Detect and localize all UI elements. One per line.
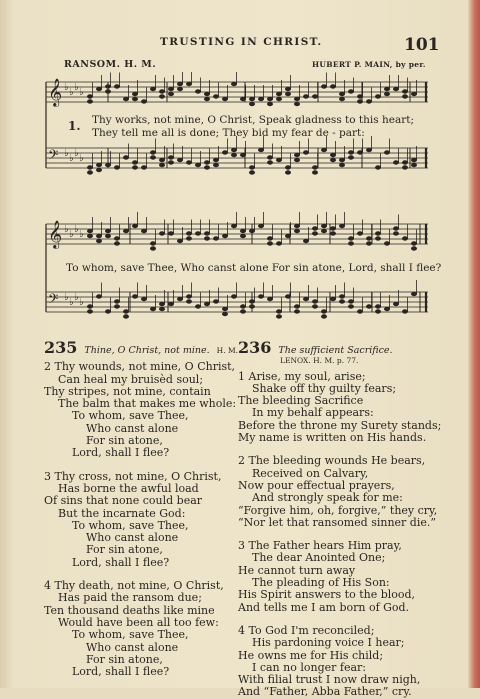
stanza-line: Has borne the awful load bbox=[58, 481, 199, 495]
stanza-line: To whom, save Thee, bbox=[72, 518, 189, 532]
stanza-line: To whom, save Thee, bbox=[72, 409, 189, 423]
stanza-line: 1 Arise, my soul, arise; bbox=[238, 369, 366, 383]
svg-text:♭: ♭ bbox=[64, 82, 69, 93]
svg-text:♭: ♭ bbox=[79, 229, 84, 240]
stanza-line: Would have been all too few: bbox=[58, 615, 219, 629]
svg-text:♭: ♭ bbox=[74, 224, 79, 235]
svg-text:♭: ♭ bbox=[79, 153, 84, 164]
stanza-line: Shake off thy guilty fears; bbox=[252, 381, 397, 395]
stanza-line: The balm that makes me whole: bbox=[58, 397, 237, 411]
svg-text:♭: ♭ bbox=[69, 87, 74, 98]
stanza-line: 2 The bleeding wounds He bears, bbox=[238, 454, 426, 468]
lyric-line-1: Thy works, not mine, O Christ, Speak gladness to this heart; bbox=[92, 114, 414, 126]
stanza-line: The bleeding Sacrifice bbox=[238, 394, 364, 408]
stanza-line: Can heal my bruisèd soul; bbox=[58, 372, 204, 386]
hymn-number: 236 bbox=[238, 338, 272, 357]
stanza-line: Who canst alone bbox=[86, 531, 179, 545]
svg-text:𝄢: 𝄢 bbox=[48, 147, 59, 166]
stanza-line: 3 Thy cross, not mine, O Christ, bbox=[44, 469, 222, 483]
hymn-title: The sufficient Sacrifice. bbox=[278, 345, 393, 356]
stanza-line: In my behalf appears: bbox=[252, 406, 374, 420]
stanza-line: But the incarnate God: bbox=[58, 506, 186, 520]
stanza-line: Before the throne my Surety stands; bbox=[238, 418, 442, 432]
svg-text:𝄞: 𝄞 bbox=[48, 78, 63, 106]
stanza-line: He owns me for His child; bbox=[238, 648, 384, 662]
svg-text:♭: ♭ bbox=[74, 82, 79, 93]
stanza-line: Lord, shall I flee? bbox=[72, 446, 170, 460]
running-title: TRUSTING IN CHRIST. bbox=[160, 36, 323, 48]
stanza-line: For sin atone, bbox=[86, 543, 163, 557]
hymn-235 bbox=[44, 338, 239, 679]
stanza-line: To whom, save Thee, bbox=[72, 628, 189, 642]
hymn-235-header bbox=[44, 338, 239, 357]
stanza-line: The dear Anointed One; bbox=[252, 551, 386, 565]
hymn-number: 235 bbox=[44, 338, 78, 357]
tune-reference: LENOX. H. M. p. 77. bbox=[280, 356, 359, 366]
lyric-line-2: They tell me all is done; They bid my fear de - part: bbox=[92, 127, 365, 139]
svg-text:♭: ♭ bbox=[74, 148, 79, 159]
stanza-line: “Nor let that ransomed sinner die.” bbox=[238, 515, 436, 529]
stanza-line: For sin atone, bbox=[86, 434, 163, 448]
stanza-line: He cannot turn away bbox=[238, 563, 356, 577]
page-number: 101 bbox=[404, 35, 440, 55]
svg-text:♭: ♭ bbox=[79, 297, 84, 308]
tune-name: RANSOM. H. M. bbox=[64, 59, 157, 70]
svg-text:♭: ♭ bbox=[69, 153, 74, 164]
svg-text:♭: ♭ bbox=[74, 292, 79, 303]
stanza-line: Lord, shall I flee? bbox=[72, 665, 170, 679]
stanza-line: And tells me I am born of God. bbox=[238, 600, 410, 614]
stanza-line: 4 Thy death, not mine, O Christ, bbox=[44, 579, 224, 593]
stanza-line: Received on Calvary, bbox=[252, 466, 369, 480]
stanza-line: His Spirit answers to the blood, bbox=[238, 588, 416, 602]
svg-text:♭: ♭ bbox=[64, 224, 69, 235]
stanza-line: 4 To God I'm reconciled; bbox=[238, 623, 375, 637]
svg-text:𝄞: 𝄞 bbox=[48, 220, 63, 248]
stanza-line: Of sins that none could bear bbox=[44, 494, 203, 508]
stanza-line: And strongly speak for me: bbox=[252, 491, 403, 505]
hymn-236 bbox=[238, 338, 442, 699]
stanza-line: His pardoning voice I hear; bbox=[252, 636, 405, 650]
lyric-line-3: To whom, save Thee, Who canst alone For sin atone, Lord, shall I flee? bbox=[66, 262, 442, 274]
stanza-line: And “Father, Abba Father,” cry. bbox=[238, 685, 412, 699]
svg-text:𝄢: 𝄢 bbox=[48, 291, 59, 310]
stanza-line: Who canst alone bbox=[86, 640, 179, 654]
stanza-line: Now pour effectual prayers, bbox=[238, 478, 395, 492]
svg-text:♭: ♭ bbox=[69, 297, 74, 308]
hymn-title: Thine, O Christ, not mine. bbox=[84, 345, 210, 356]
stanza-line: “Forgive him, oh, forgive,” they cry, bbox=[238, 503, 438, 517]
stanza-line: Lord, shall I flee? bbox=[72, 555, 170, 569]
hymn-meter: H. M. bbox=[216, 346, 239, 355]
svg-text:♭: ♭ bbox=[69, 229, 74, 240]
stanza-line: Who canst alone bbox=[86, 421, 179, 435]
stanza-line: Has paid the ransom due; bbox=[58, 591, 202, 605]
stanza-line: The pleading of His Son: bbox=[252, 576, 390, 590]
stanza-line: With filial trust I now draw nigh, bbox=[238, 673, 421, 687]
stanza-line: Thy stripes, not mine, contain bbox=[44, 384, 211, 398]
svg-text:♭: ♭ bbox=[79, 87, 84, 98]
svg-text:♭: ♭ bbox=[64, 292, 69, 303]
music-system-2 bbox=[0, 212, 480, 342]
svg-text:♭: ♭ bbox=[64, 148, 69, 159]
stanza-line: Ten thousand deaths like mine bbox=[44, 603, 215, 617]
stanza-line: For sin atone, bbox=[86, 652, 163, 666]
stanza-line: 3 The Father hears Him pray, bbox=[238, 539, 402, 553]
stanza-line: I can no longer fear: bbox=[252, 660, 366, 674]
verse-number: 1. bbox=[68, 119, 81, 133]
composer-credit: HUBERT P. MAIN, by per. bbox=[312, 60, 426, 69]
stanza-line: My name is written on His hands. bbox=[238, 431, 427, 445]
stanza-line: 2 Thy wounds, not mine, O Christ, bbox=[44, 360, 236, 374]
